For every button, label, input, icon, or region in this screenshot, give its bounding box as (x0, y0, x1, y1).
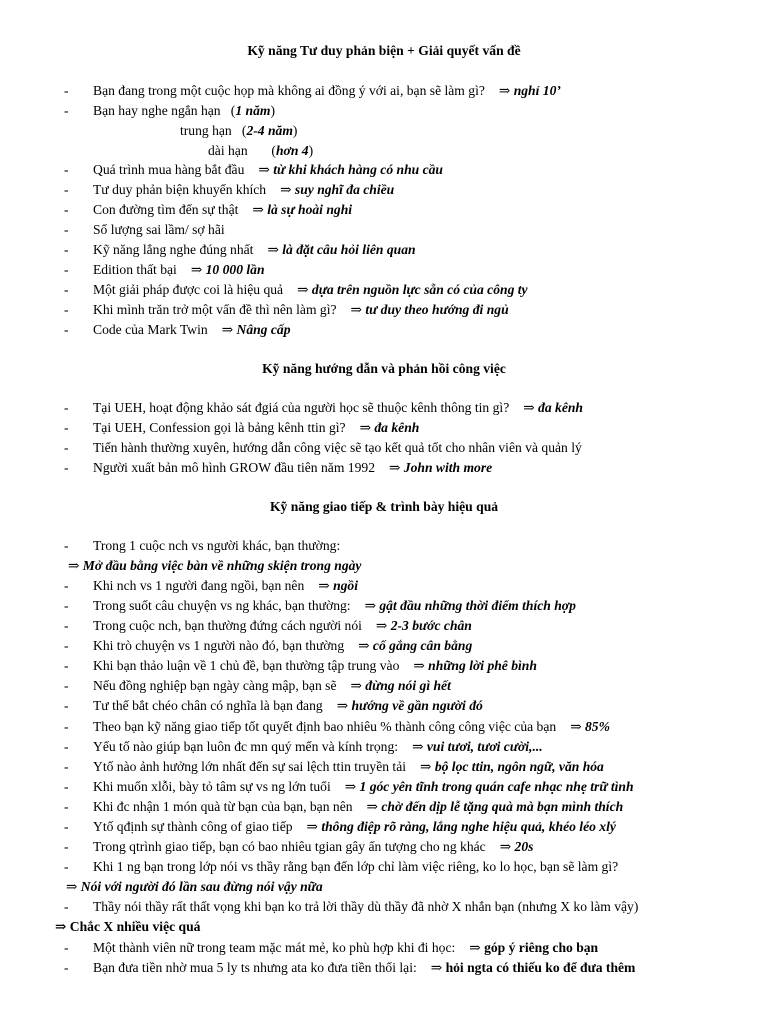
question-text: Tại UEH, Confession gọi là bảng kênh ttin gì? (93, 420, 346, 435)
bullet-dash: - (64, 658, 69, 673)
answer-line (68, 556, 361, 576)
arrow-icon: ⇒ (68, 558, 80, 573)
question-text: Bạn hay nghe ngắn hạn (93, 103, 221, 118)
arrow-icon: ⇒ (190, 262, 203, 277)
document-page: Kỹ năng Tư duy phản biện + Giải quyết vấn đề - Bạn đang trong một cuộc họp mà không ai đồng ý với ai, bạn sẽ làm gì? ⇒ nghỉ 10’ - Bạn hay nghe ngắn hạn (1 năm) trung hạn (2-4 năm) dài hạn (hơn 4) - Quá trình mua hàng bắt đầu ⇒ từ khi khách hàng có nhu cầu - Tư duy phản biện khuyến khích ⇒ suy nghĩ đa chiều - Con đường tìm đến sự thật ⇒ là sự hoài nghi - Số lượng sai lầm/ sợ hãi - Kỹ năng lắng nghe đúng nhất ⇒ là đặt câu hỏi liên quan - Edition thất bại ⇒ 10 000 lần - Một giải pháp được coi là hiệu quả ⇒ dựa trên nguồn lực sẵn có của công ty - Khi mình trăn trở một vấn đề thì nên làm gì? ⇒ tư duy theo hướng đi ngủ - Code của Mark Twin ⇒ Nâng cấp Kỹ năng hướng dẫn và phản hồi công việc - Tại UEH, hoạt động khảo sát đgiá của người học sẽ thuộc kênh thông tin gì? ⇒ đa kênh - Tại UEH, Confession gọi là bảng kênh ttin gì? ⇒ đa kênh - Tiến hành thường xuyên, hướng dẫn công việc sẽ tạo kết quả tốt cho nhân viên và quản lý - Người xuất bản mô hình GROW đầu tiên năm 1992 ⇒ John with more Kỹ năng giao tiếp & trình bày hiệu quả - Trong 1 cuộc nch vs người khác, bạn thường: ⇒ Mở đầu bằng việc bàn về những skiện trong ngày - Khi nch vs 1 người đang ngồi, bạn nên ⇒ ngồi - Trong suốt câu chuyện vs ng khác, bạn thường: ⇒ gật đầu những thời điểm thích hợp - Trong cuộc nch, bạn thường đứng cách người nói ⇒ 2-3 bước chân - Khi trò chuyện vs 1 người nào đó, bạn thường ⇒ cố gắng cân bằng - Khi bạn thảo luận về 1 chủ đề, bạn thường tập trung vào ⇒ những lời phê bình - Nếu đồng nghiệp bạn ngày càng mập, bạn sẽ ⇒ đừng nói gì hết - Tư thế bắt chéo chân có nghĩa là bạn đang ⇒ hướng về gần người đó - Theo bạn kỹ năng giao tiếp tốt quyết định bao nhiêu % thành công công việc của bạn ⇒ 85% - Yếu tố nào giúp bạn luôn đc mn quý mến và kính trọng: ⇒ vui tươi, tươi cười,... - Ytố nào ảnh hưởng lớn nhất đến sự sai lệch ttin truyền tải ⇒ bộ lọc ttin, ngôn ngữ, văn hóa - Khi muốn xlỗi, bày tỏ tâm sự vs ng lớn tuổi ⇒ 1 góc yên tĩnh trong quán cafe nhạc nhẹ trữ tình - Khi đc nhận 1 món quà từ bạn của bạn, bạn nên ⇒ chờ đến dịp lễ tặng quà mà bạn mình thích - Ytố qđịnh sự thành công of giao tiếp ⇒ thông điệp rõ ràng, lắng nghe hiệu quả, khéo léo xlý - Trong qtrình giao tiếp, bạn có bao nhiêu tgian gây ấn tượng cho ng khác ⇒ 20s - Khi 1 ng bạn trong lớp nói vs thầy rằng bạn đến lớp chỉ làm việc riêng, ko lo học, bạn sẽ làm gì? ⇒ Nói với người đó lần sau đừng nói vậy nữa - Thầy nói thầy rất thất vọng khi bạn ko trả lời thầy dù thầy đã nhờ X nhắn bạn (nhưng X ko làm vậy) ⇒ Chắc X nhiều việc quá - Một thành viên nữ trong team mặc mát mẻ, ko phù hợp khi đi học: ⇒ góp ý riêng cho bạn - Bạn đưa tiền nhờ mua 5 ly ts nhưng ata ko đưa tiền thối lại: ⇒ hỏi ngta có thiếu ko để đưa thêm (0, 0, 768, 1024)
arrow-icon: ⇒ (498, 83, 511, 98)
arrow-icon: ⇒ (252, 202, 264, 217)
answer-text: gật đầu những thời điểm thích hợp (379, 598, 576, 613)
answer-text: tư duy theo hướng đi ngủ (365, 302, 509, 317)
question-text: Con đường tìm đến sự thật (93, 202, 239, 217)
bullet-dash: - (64, 578, 69, 593)
answer-text: Chắc X nhiều việc quá (69, 919, 201, 934)
answer-text: Mở đầu bằng việc bàn về những skiện trong ngày (82, 558, 362, 573)
question-text: dài hạn (208, 143, 248, 158)
bullet-dash: - (64, 799, 69, 814)
arrow-icon: ⇒ (55, 919, 67, 934)
question-text: Ytố nào ảnh hưởng lớn nhất đến sự sai lệch ttin truyền tải (93, 759, 407, 774)
answer-line (55, 917, 200, 937)
bullet-dash: - (64, 420, 69, 435)
bullet-dash: - (64, 739, 69, 754)
question-text: Trong qtrình giao tiếp, bạn có bao nhiêu tgian gây ấn tượng cho ng khác (93, 839, 486, 854)
arrow-icon: ⇒ (413, 658, 425, 673)
question-text: Edition thất bại (93, 262, 177, 277)
answer-text: vui tươi, tươi cười,... (426, 739, 543, 754)
answer-text: 2-3 bước chân (390, 618, 472, 633)
arrow-icon: ⇒ (297, 282, 309, 297)
answer-text: từ khi khách hàng có nhu cầu (273, 162, 443, 177)
answer-text: dựa trên nguồn lực sẵn có của công ty (311, 282, 528, 297)
bullet-dash: - (64, 940, 69, 955)
question-text: Tại UEH, hoạt động khảo sát đgiá của người học sẽ thuộc kênh thông tin gì? (93, 400, 510, 415)
question-text: Số lượng sai lầm/ sợ hãi (93, 222, 225, 237)
question-text: Khi mình trăn trở một vấn đề thì nên làm gì? (93, 302, 337, 317)
bullet-dash: - (64, 182, 69, 197)
bullet-dash: - (64, 242, 69, 257)
answer-text: góp ý riêng cho bạn (484, 940, 599, 955)
bullet-dash: - (64, 779, 69, 794)
answer-text: 85% (585, 719, 610, 734)
bullet-dash: - (64, 598, 69, 613)
question-text: Trong cuộc nch, bạn thường đứng cách người nói (93, 618, 362, 633)
question-text: Yếu tố nào giúp bạn luôn đc mn quý mến và kính trọng: (93, 739, 399, 754)
answer-text: hướng về gần người đó (351, 698, 483, 713)
answer-text: nghỉ 10’ (513, 83, 561, 98)
section-title-communication: Kỹ năng giao tiếp & trình bày hiệu quả (269, 499, 499, 514)
answer-text: hỏi ngta có thiếu ko để đưa thêm (445, 960, 636, 975)
arrow-icon: ⇒ (499, 839, 512, 854)
answer-text: 10 000 lần (205, 262, 265, 277)
question-text: Khi đc nhận 1 món quà từ bạn của bạn, bạn nên (93, 799, 353, 814)
arrow-icon: ⇒ (364, 598, 376, 613)
question-text: Thầy nói thầy rất thất vọng khi bạn ko trả lời thầy dù thầy đã nhờ X nhắn bạn (nhưng X ko làm vậy) (93, 899, 639, 914)
bullet-dash: - (64, 103, 69, 118)
bullet-dash: - (64, 899, 69, 914)
question-text: Tư thế bắt chéo chân có nghĩa là bạn đang (93, 698, 323, 713)
bullet-dash: - (64, 538, 69, 553)
bullet-dash: - (64, 678, 69, 693)
question-text: Khi trò chuyện vs 1 người nào đó, bạn thường (93, 638, 345, 653)
question-text: Trong suốt câu chuyện vs ng khác, bạn thường: (93, 598, 351, 613)
question-text: Khi nch vs 1 người đang ngồi, bạn nên (93, 578, 305, 593)
bullet-dash: - (64, 759, 69, 774)
question-text: Khi bạn thảo luận về 1 chủ đề, bạn thường tập trung vào (93, 658, 400, 673)
answer-text: bộ lọc ttin, ngôn ngữ, văn hóa (434, 759, 604, 774)
answer-text: 1 năm (235, 103, 271, 118)
question-text: Bạn đưa tiền nhờ mua 5 ly ts nhưng ata ko đưa tiền thối lại: (93, 960, 417, 975)
answer-line (66, 877, 323, 897)
bullet-dash: - (64, 302, 69, 317)
arrow-icon: ⇒ (344, 779, 357, 794)
arrow-icon: ⇒ (318, 578, 330, 593)
section-title-critical-thinking: Kỹ năng Tư duy phản biện + Giải quyết vấn đề (247, 43, 521, 58)
arrow-icon: ⇒ (336, 698, 349, 713)
bullet-dash: - (64, 960, 69, 975)
question-text: Người xuất bản mô hình GROW đầu tiên năm 1992 (93, 460, 375, 475)
question-text: Trong 1 cuộc nch vs người khác, bạn thường: (93, 538, 341, 553)
bullet-dash: - (64, 460, 69, 475)
answer-text: 2-4 năm (246, 123, 293, 138)
question-text: Quá trình mua hàng bắt đầu (93, 162, 245, 177)
bullet-dash: - (64, 222, 69, 237)
arrow-icon: ⇒ (366, 799, 378, 814)
answer-text: John with more (403, 460, 493, 475)
question-text: Tiến hành thường xuyên, hướng dẫn công việc sẽ tạo kết quả tốt cho nhân viên và quản lý (93, 440, 582, 455)
question-text: Code của Mark Twin (93, 322, 208, 337)
answer-text: những lời phê bình (428, 658, 537, 673)
answer-text: hơn 4 (275, 143, 309, 158)
question-text: Khi 1 ng bạn trong lớp nói vs thầy rằng bạn đến lớp chỉ làm việc riêng, ko lo học, bạn sẽ làm gì? (93, 859, 619, 874)
bullet-dash: - (64, 698, 69, 713)
bullet-dash: - (64, 719, 69, 734)
question-text: Tư duy phản biện khuyến khích (93, 182, 267, 197)
bullet-dash: - (64, 322, 69, 337)
answer-text: là đặt câu hỏi liên quan (282, 242, 416, 257)
answer-text: 20s (514, 839, 534, 854)
question-text: Theo bạn kỹ năng giao tiếp tốt quyết định bao nhiêu % thành công công việc của bạn (93, 719, 557, 734)
bullet-dash: - (64, 859, 69, 874)
question-text: Một giải pháp được coi là hiệu quả (93, 282, 284, 297)
arrow-icon: ⇒ (66, 879, 78, 894)
bullet-dash: - (64, 83, 69, 98)
answer-text: Nói với người đó lần sau đừng nói vậy nữa (80, 879, 323, 894)
arrow-icon: ⇒ (306, 819, 318, 834)
bullet-dash: - (64, 819, 69, 834)
bullet-dash: - (64, 638, 69, 653)
arrow-icon: ⇒ (430, 960, 443, 975)
bullet-dash: - (64, 440, 69, 455)
arrow-icon: ⇒ (375, 618, 388, 633)
arrow-icon: ⇒ (350, 678, 362, 693)
bullet-dash: - (64, 162, 69, 177)
answer-text: cố gắng cân bằng (372, 638, 473, 653)
answer-text: chờ đến dịp lễ tặng quà mà bạn mình thích (381, 799, 624, 814)
answer-text: Nâng cấp (236, 322, 291, 337)
arrow-icon: ⇒ (469, 940, 481, 955)
question-text: Nếu đồng nghiệp bạn ngày càng mập, bạn sẽ (93, 678, 337, 693)
arrow-icon: ⇒ (420, 759, 432, 774)
question-text: Ytố qđịnh sự thành công of giao tiếp (93, 819, 293, 834)
answer-text: thông điệp rõ ràng, lắng nghe hiệu quả, khéo léo xlý (321, 819, 616, 834)
arrow-icon: ⇒ (358, 638, 370, 653)
arrow-icon: ⇒ (280, 182, 292, 197)
arrow-icon: ⇒ (267, 242, 279, 257)
question-text: Bạn đang trong một cuộc họp mà không ai đồng ý với ai, bạn sẽ làm gì? (93, 83, 485, 98)
arrow-icon: ⇒ (350, 302, 362, 317)
arrow-icon: ⇒ (258, 162, 270, 177)
arrow-icon: ⇒ (570, 719, 582, 734)
answer-text: 1 góc yên tĩnh trong quán cafe nhạc nhẹ trữ tình (359, 779, 634, 794)
bullet-dash: - (64, 202, 69, 217)
bullet-dash: - (64, 618, 69, 633)
answer-text: đừng nói gì hết (365, 678, 451, 693)
arrow-icon: ⇒ (221, 322, 234, 337)
answer-text: là sự hoài nghi (267, 202, 353, 217)
arrow-icon: ⇒ (359, 420, 371, 435)
bullet-dash: - (64, 839, 69, 854)
bullet-dash: - (64, 262, 69, 277)
answer-text: ngồi (333, 578, 358, 593)
arrow-icon: ⇒ (523, 400, 535, 415)
answer-text: suy nghĩ đa chiều (294, 182, 395, 197)
answer-text: đa kênh (374, 420, 420, 435)
question-text: Kỹ năng lắng nghe đúng nhất (93, 242, 254, 257)
bullet-dash: - (64, 400, 69, 415)
section-title-coaching-feedback: Kỹ năng hướng dẫn và phản hồi công việc (262, 361, 506, 376)
question-text: trung hạn (180, 123, 232, 138)
arrow-icon: ⇒ (389, 460, 401, 475)
question-text: Khi muốn xlỗi, bày tỏ tâm sự vs ng lớn tuổi (93, 779, 331, 794)
bullet-dash: - (64, 282, 69, 297)
arrow-icon: ⇒ (412, 739, 424, 754)
answer-text: đa kênh (538, 400, 583, 415)
question-text: Một thành viên nữ trong team mặc mát mẻ, ko phù hợp khi đi học: (93, 940, 456, 955)
